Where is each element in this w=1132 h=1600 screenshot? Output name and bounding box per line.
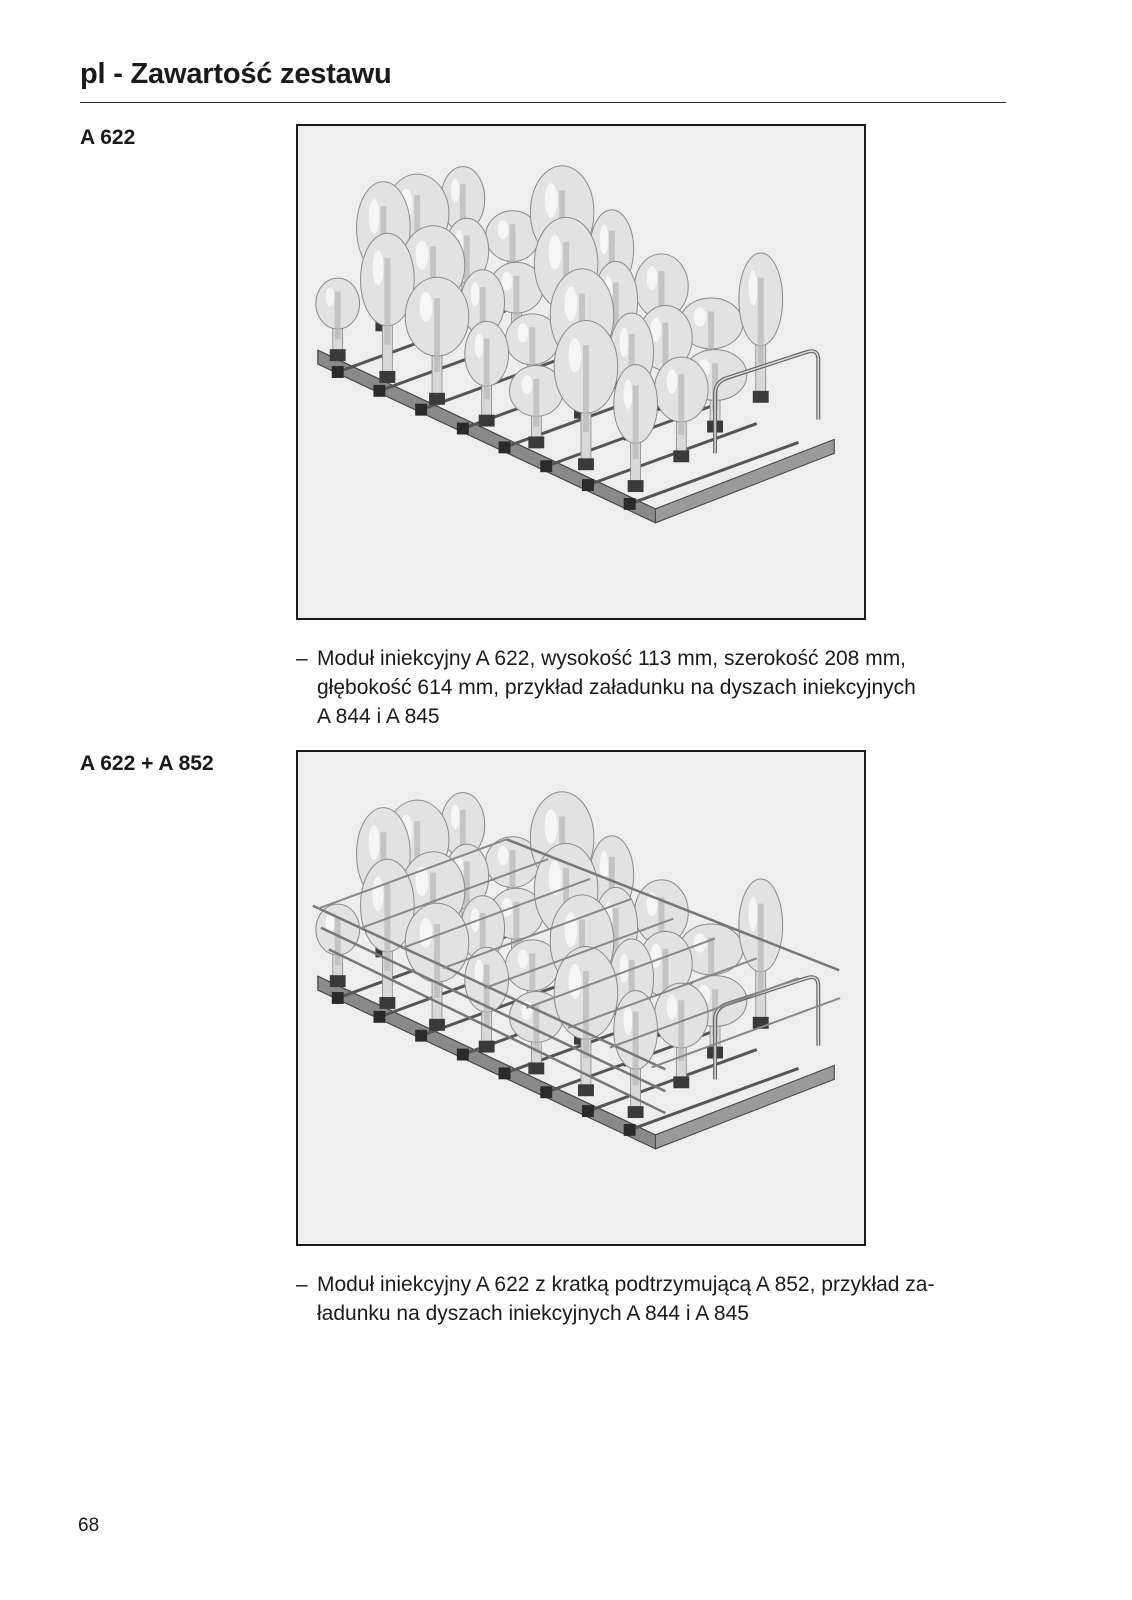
page-title: pl - Zawartość zestawu (80, 58, 392, 90)
title-divider (80, 102, 1006, 103)
caption-line: ładunku na dyszach iniekcyjnych A 844 i A 845 (317, 1302, 749, 1325)
injector-module-illustration (298, 126, 864, 618)
figure-a622-injector-module (296, 124, 866, 620)
bottle-shape (654, 357, 708, 462)
bottle-shape (654, 983, 708, 1088)
page-number: 68 (78, 1515, 100, 1536)
caption-dash: – (296, 647, 308, 670)
figure-a622-a852-with-support-grid (296, 750, 866, 1246)
injector-module-with-grid-illustration (298, 752, 864, 1244)
caption-a622 (296, 644, 1016, 731)
bottle-shape (405, 277, 469, 404)
caption-dash: – (296, 1273, 308, 1296)
caption-a622-a852 (296, 1270, 1016, 1328)
bottle-shape (465, 321, 509, 426)
caption-line: Moduł iniekcyjny A 622, wysokość 113 mm, szerokość 208 mm, (317, 647, 907, 670)
caption-line: Moduł iniekcyjny A 622 z kratką podtrzymującą A 852, przykład za- (317, 1273, 935, 1296)
caption-line: głębokość 614 mm, przykład załadunku na dyszach iniekcyjnych (317, 676, 916, 699)
section-label-a622-a852: A 622 + A 852 (80, 752, 214, 775)
caption-line: A 844 i A 845 (317, 705, 440, 728)
bottle-shape (316, 278, 360, 361)
bottle-shape (554, 320, 618, 470)
section-label-a622: A 622 (80, 126, 136, 149)
